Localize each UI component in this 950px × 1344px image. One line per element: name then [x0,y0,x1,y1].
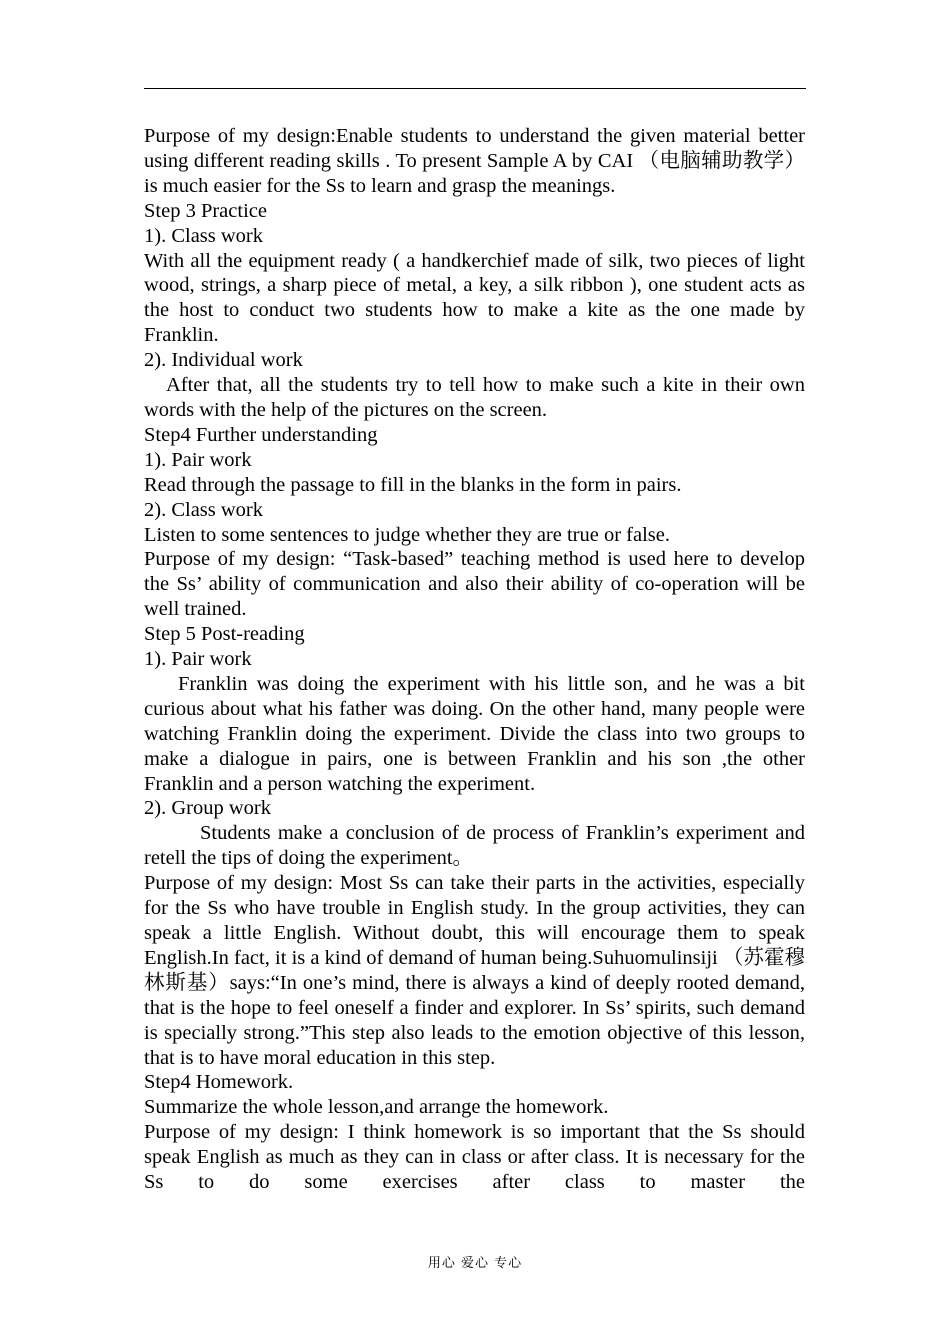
paragraph: Step4 Homework. [144,1071,294,1094]
paragraph: 2). Class work [144,498,264,521]
paragraph: Step 3 Practice [144,199,267,222]
paragraph: After that, all the students try to tell how to make such a kite in their own words with the help of the pictures on the screen. [144,374,805,421]
paragraph: Summarize the whole lesson,and arrange the homework. [144,1096,609,1119]
paragraph: Purpose of my design:Enable students to understand the given material better using different reading skills . To present Sample A by CAI （电脑辅助教学）is much easier for the Ss to learn and grasp the meanings. [144,125,805,197]
paragraph: With all the equipment ready ( a handkerchief made of silk, two pieces of light wood, strings, a sharp piece of metal, a key, a silk ribbon ), one student acts as the host to conduct two students how to make a kite as the one made by Franklin. [144,249,805,347]
paragraph: Purpose of my design: I think homework is so important that the Ss should speak English as much as they can in class or after class. It is necessary for the Ss to do some exercises after class to master the [144,1121,805,1194]
page-footer: 用心 爱心 专心 [427,1256,523,1271]
paragraph: 2). Individual work [144,349,303,372]
paragraph: 1). Pair work [144,648,252,671]
paragraph: Students make a conclusion of de process of Franklin’s experiment and retell the tips of doing the experiment。 [144,822,805,870]
paragraph: Listen to some sentences to judge whether they are true or false. [144,523,670,546]
paragraph: 2). Group work [144,797,271,820]
paragraph: Purpose of my design: “Task-based” teaching method is used here to develop the Ss’ ability of communication and also their ability of co-operation will be well trained. [144,548,805,621]
paragraph: Purpose of my design: Most Ss can take their parts in the activities, especially for the Ss who have trouble in English study. In the group activities, they can speak a little English. Without doubt, this will encourage them to speak English.In fact, it is a kind of demand of human being.Suhuomulinsiji （苏霍穆林斯基）says:“In one’s mind, there is always a kind of deeply rooted demand, that is the hope to feel oneself a finder and explorer. In Ss’ spirits, such demand is specially strong.”This step also leads to the emotion objective of this lesson, that is to have moral education in this step. [144,872,805,1069]
document-body [144,124,805,1195]
paragraph: Franklin was doing the experiment with his little son, and he was a bit curious about what his father was doing. On the other hand, many people were watching Franklin doing the experiment. Divide the class into two groups to make a dialogue in pairs, one is between Franklin and his son ,the other Franklin and a person watching the experiment. [144,672,805,795]
paragraph: Read through the passage to fill in the blanks in the form in pairs. [144,473,682,496]
header-rule [144,88,806,89]
paragraph: 1). Pair work [144,448,252,471]
paragraph: Step4 Further understanding [144,423,378,446]
paragraph: 1). Class work [144,224,264,247]
paragraph: Step 5 Post-reading [144,623,305,646]
